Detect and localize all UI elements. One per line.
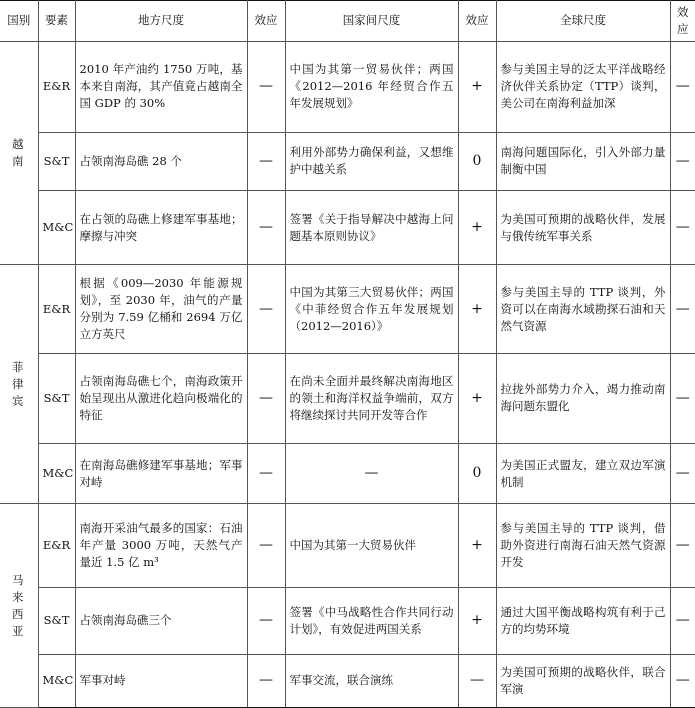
effect-cell: — <box>670 265 695 354</box>
element-cell: M&C <box>38 191 75 265</box>
header-row <box>0 1 695 42</box>
effect-cell: — <box>670 443 695 504</box>
effect-cell: 0 <box>458 132 496 190</box>
global-scale-cell: 通过大国平衡战略构筑有利于己方的均势环境 <box>496 587 670 654</box>
country-cell-philippines: 菲 律 宾 <box>0 265 38 504</box>
header-country: 国别 <box>0 1 38 42</box>
header-effect-national: 效应 <box>458 1 496 42</box>
national-scale-cell: 在尚未全面并最终解决南海地区的领土和海洋权益争端前，双方将继续探讨共同开发等合作 <box>285 353 458 443</box>
element-cell: M&C <box>38 443 75 504</box>
local-scale-cell: 在南海岛礁修建军事基地；军事对峙 <box>75 443 247 504</box>
table-row <box>0 132 695 190</box>
global-scale-cell: 南海问题国际化，引入外部力量制衡中国 <box>496 132 670 190</box>
effect-cell: — <box>247 265 285 354</box>
national-scale-cell: 中国为其第三大贸易伙伴；两国《中菲经贸合作五年发展规划（2012—2016）》 <box>285 265 458 354</box>
local-scale-cell: 占领南海岛礁七个，南海政策开始呈现出从激进化趋向极端化的特征 <box>75 353 247 443</box>
element-cell: E&R <box>38 41 75 132</box>
table-row <box>0 654 695 707</box>
effect-cell: + <box>458 504 496 588</box>
global-scale-cell: 参与美国主导的 TTP 谈判，外资可以在南海水域勘探石油和天然气资源 <box>496 265 670 354</box>
header-national-scale: 国家间尺度 <box>285 1 458 42</box>
local-scale-cell: 占领南海岛礁 28 个 <box>75 132 247 190</box>
header-element: 要素 <box>38 1 75 42</box>
national-scale-cell: 签署《中马战略性合作共同行动计划》，有效促进两国关系 <box>285 587 458 654</box>
effect-cell: 0 <box>458 443 496 504</box>
effect-cell: — <box>670 41 695 132</box>
effect-cell: — <box>247 654 285 707</box>
header-effect-local: 效应 <box>247 1 285 42</box>
effect-cell: — <box>247 443 285 504</box>
element-cell: E&R <box>38 504 75 588</box>
table-row <box>0 41 695 132</box>
effect-cell: — <box>247 41 285 132</box>
global-scale-cell: 拉拢外部势力介入，竭力推动南海问题东盟化 <box>496 353 670 443</box>
table-row <box>0 353 695 443</box>
effect-cell: — <box>670 353 695 443</box>
effect-cell: — <box>670 654 695 707</box>
national-scale-cell: 签署《关于指导解决中越海上问题基本原则协议》 <box>285 191 458 265</box>
global-scale-cell: 参与美国主导的泛太平洋战略经济伙伴关系协定（TTP）谈判，美公司在南海利益加深 <box>496 41 670 132</box>
effect-cell: — <box>670 504 695 588</box>
table-row <box>0 587 695 654</box>
effect-cell: — <box>247 353 285 443</box>
national-scale-cell: 利用外部势力确保利益，又想维护中越关系 <box>285 132 458 190</box>
global-scale-cell: 为美国可预期的战略伙伴，联合军演 <box>496 654 670 707</box>
effect-cell: + <box>458 191 496 265</box>
effect-cell: — <box>670 587 695 654</box>
national-scale-cell: 军事交流，联合演练 <box>285 654 458 707</box>
table-row <box>0 443 695 504</box>
header-global-scale: 全球尺度 <box>496 1 670 42</box>
header-local-scale: 地方尺度 <box>75 1 247 42</box>
element-cell: M&C <box>38 654 75 707</box>
element-cell: S&T <box>38 132 75 190</box>
effect-cell: — <box>670 132 695 190</box>
element-cell: S&T <box>38 587 75 654</box>
local-scale-cell: 南海开采油气最多的国家：石油年产量 3000 万吨，天然气产量近 1.5 亿 m³ <box>75 504 247 588</box>
local-scale-cell: 在占领的岛礁上修建军事基地；摩擦与冲突 <box>75 191 247 265</box>
effect-cell: + <box>458 353 496 443</box>
global-scale-cell: 为美国正式盟友，建立双边军演机制 <box>496 443 670 504</box>
effect-cell: — <box>247 191 285 265</box>
country-cell-vietnam: 越 南 <box>0 41 38 264</box>
table-row <box>0 265 695 354</box>
national-scale-cell: 中国为其第一大贸易伙伴 <box>285 504 458 588</box>
effect-cell: — <box>458 654 496 707</box>
local-scale-cell: 根据《009—2030 年能源规划》，至 2030 年，油气的产量分别为 7.59 亿桶和 2694 万亿立方英尺 <box>75 265 247 354</box>
element-cell: S&T <box>38 353 75 443</box>
effect-cell: + <box>458 265 496 354</box>
effect-cell: — <box>670 191 695 265</box>
element-cell: E&R <box>38 265 75 354</box>
effect-cell: — <box>247 132 285 190</box>
effect-cell: — <box>247 587 285 654</box>
table-row <box>0 191 695 265</box>
national-scale-cell: 中国为其第一贸易伙伴；两国《2012—2016 年经贸合作五年发展规划》 <box>285 41 458 132</box>
country-cell-malaysia: 马 来 西 亚 <box>0 504 38 708</box>
global-scale-cell: 为美国可预期的战略伙伴，发展与俄传统军事关系 <box>496 191 670 265</box>
local-scale-cell: 占领南海岛礁三个 <box>75 587 247 654</box>
local-scale-cell: 军事对峙 <box>75 654 247 707</box>
effect-cell: + <box>458 587 496 654</box>
national-scale-cell: — <box>285 443 458 504</box>
global-scale-cell: 参与美国主导的 TTP 谈判，借助外资进行南海石油天然气资源开发 <box>496 504 670 588</box>
table-row <box>0 504 695 588</box>
effect-cell: — <box>247 504 285 588</box>
effect-cell: + <box>458 41 496 132</box>
header-effect-global: 效应 <box>670 1 695 42</box>
local-scale-cell: 2010 年产油约 1750 万吨，基本来自南海，其产值竟占越南全国 GDP 的 30% <box>75 41 247 132</box>
